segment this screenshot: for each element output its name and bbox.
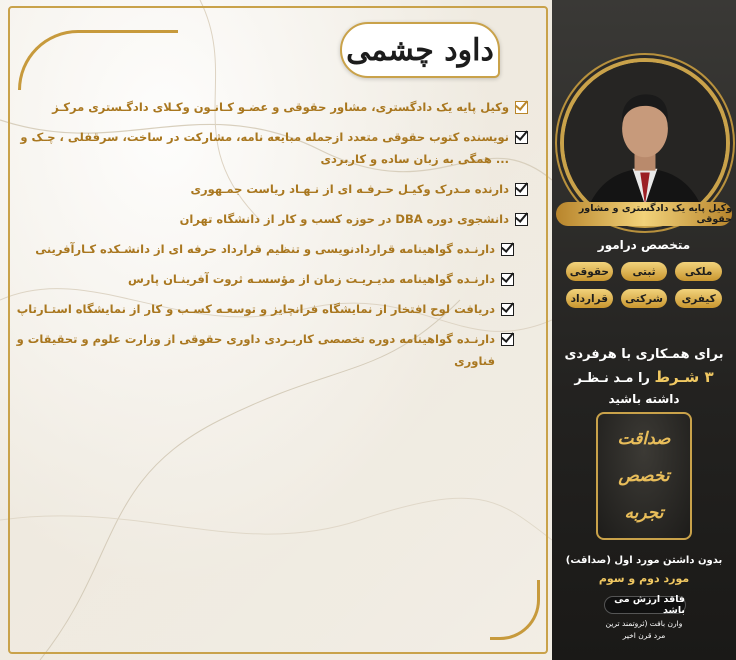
list-item — [12, 268, 514, 290]
check-icon — [515, 101, 528, 114]
lawyer-name: داود چشمی — [346, 32, 494, 68]
conditions-box — [596, 412, 692, 540]
coop-line-3: داشته باشید — [608, 392, 680, 406]
title-ribbon — [556, 202, 732, 226]
specialty-pill: قرارداد — [566, 289, 613, 308]
check-icon — [501, 333, 514, 346]
coop-line-2: را مـد نـظـر — [574, 371, 650, 386]
zero-value-badge: فاقد ارزش می باشد — [604, 596, 686, 614]
specialty-pill: شرکتی — [621, 289, 668, 308]
list-item-text: دارنـده گواهینامه قراردادنویسی و تنظیم قرارداد حرفه ای از دانشـکده کـارآفرینی — [35, 242, 495, 256]
attribution-line-1: وارن بافت (ثروتمند ترین — [605, 619, 683, 628]
profile-panel — [552, 0, 736, 660]
list-item — [12, 238, 514, 260]
coop-line-1: برای همـکاری با هرفردی — [564, 347, 724, 362]
list-item-text: دارنـده گواهینامه دوره تخصصی کاربـردی داوری حقوقی از وزارت علوم و تحقیقات و فناوری — [16, 332, 495, 368]
list-item — [12, 178, 528, 200]
specialty-pill: ثبتی — [621, 262, 668, 281]
specialty-pill: ملکی — [675, 262, 722, 281]
list-item-text: نویسنده کتوب حقوقی متعدد ازجمله مبایعه نامه، مشارکت در ساخت، سرقفلی ، چـک و ... همگی به زبان ساده و کاربردی — [20, 130, 509, 166]
check-icon — [515, 183, 528, 196]
quote-line-1: بدون داشتن مورد اول (صداقت) — [565, 555, 723, 566]
check-icon — [501, 273, 514, 286]
list-item — [12, 208, 528, 230]
list-item-text: دانشجوی دوره DBA در حوزه کسب و کار از دانشگاه تهران — [179, 212, 509, 226]
condition-honesty: صداقت — [617, 428, 671, 449]
check-icon — [501, 303, 514, 316]
attribution-line-2: مرد قرن اخیر — [622, 631, 666, 640]
list-item-text: دارنـده گواهینامه مدیـریـت زمان از مؤسسـه ثروت آفرینـان پارس — [127, 272, 495, 286]
list-item — [12, 96, 528, 118]
list-item — [12, 126, 528, 170]
condition-expertise: تخصص — [618, 465, 670, 486]
cooperation-text — [552, 344, 736, 390]
list-item-text: دریافت لوح افتخار از نمایشگاه فرانچایز و توسعـه کسـب و کار از نمایشگاه استـارتاپ — [16, 302, 495, 316]
credential-list — [12, 96, 528, 380]
coop-big: ۳ شـرط — [654, 368, 714, 386]
list-item — [12, 328, 514, 372]
check-icon — [501, 243, 514, 256]
quote-line-2: مورد دوم و سوم — [598, 572, 690, 585]
check-icon — [515, 131, 528, 144]
specialties-heading: متخصص درامور — [597, 238, 691, 252]
specialty-pill: کیفری — [675, 289, 722, 308]
specialty-pill: حقوقی — [566, 262, 613, 281]
title-ribbon-text: وکیل پایه یک دادگستری و مشاور حقوقی — [578, 203, 732, 225]
list-item-text: دارنده مـدرک وکیـل حـرفـه ای از نـهـاد ریاست جمـهوری — [190, 182, 509, 196]
list-item-text: وکیل پایه یک دادگستری، مشاور حقوقی و عضـو کـانـون وکـلای دادگـستری مرکـز — [52, 100, 509, 114]
specialties-grid — [566, 262, 722, 308]
quote-attribution — [552, 618, 736, 642]
person-portrait-icon — [564, 62, 726, 224]
check-icon — [515, 213, 528, 226]
condition-experience: تجربه — [624, 503, 664, 524]
name-badge — [340, 22, 500, 78]
quote-text — [552, 552, 736, 588]
list-item — [12, 298, 514, 320]
